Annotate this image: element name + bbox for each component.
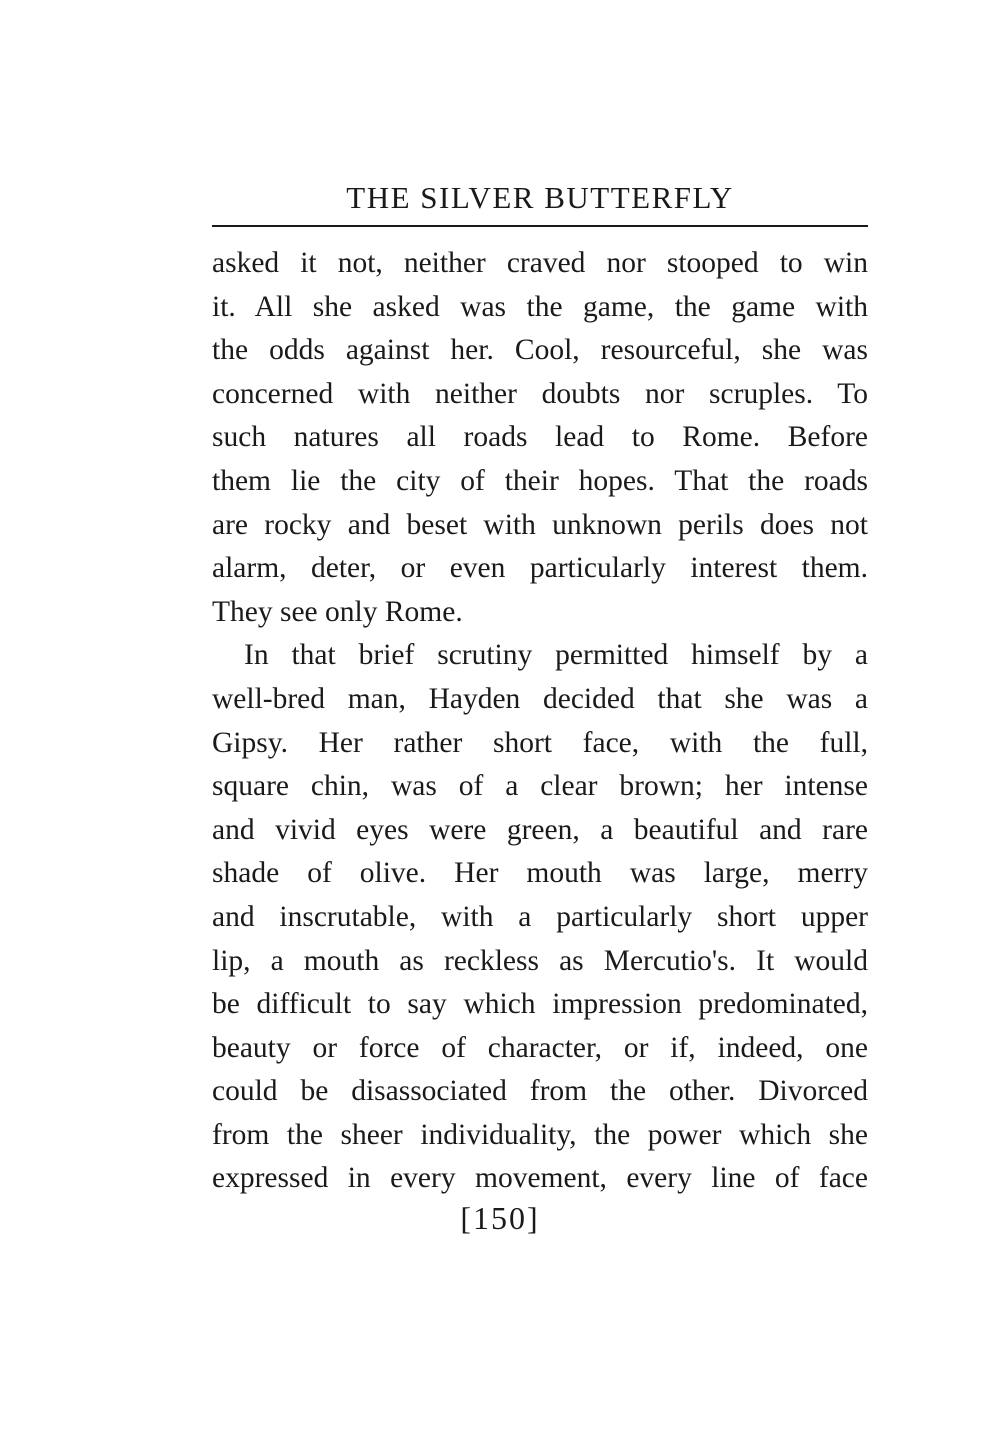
header-rule xyxy=(212,225,868,227)
text-line: are rocky and beset with unknown perils does not xyxy=(212,508,868,541)
text-line: from the sheer individuality, the power which she xyxy=(212,1118,868,1151)
text-line: alarm, deter, or even particularly interest them. xyxy=(212,552,868,585)
text-line: shade of olive. Her mouth was large, merry xyxy=(212,857,868,890)
running-head: THE SILVER BUTTERFLY xyxy=(346,180,734,215)
text-line: it. All she asked was the game, the game with xyxy=(212,290,868,323)
text-line: the odds against her. Cool, resourceful, she was xyxy=(212,334,868,367)
text-line: be difficult to say which impression predominated, xyxy=(212,988,868,1021)
text-line: them lie the city of their hopes. That the roads xyxy=(212,464,868,497)
text-line: asked it not, neither craved nor stooped to win xyxy=(212,247,868,279)
text-line: and inscrutable, with a particularly short upper xyxy=(212,900,868,933)
text-line: beauty or force of character, or if, indeed, one xyxy=(212,1031,868,1064)
text-line: well-bred man, Hayden decided that she was a xyxy=(212,682,868,715)
page-number: [150] xyxy=(460,1200,540,1236)
paragraph-end-line: They see only Rome. xyxy=(212,595,463,628)
body-text xyxy=(212,242,868,1201)
text-line: lip, a mouth as reckless as Mercutio's. It would xyxy=(212,944,868,977)
text-line: square chin, was of a clear brown; her intense xyxy=(212,770,868,803)
text-line: Gipsy. Her rather short face, with the full, xyxy=(212,726,868,759)
text-line: could be disassociated from the other. Divorced xyxy=(212,1075,868,1108)
text-line: expressed in every movement, every line of face xyxy=(212,1162,868,1195)
text-line: and vivid eyes were green, a beautiful and rare xyxy=(212,813,868,846)
text-line: such natures all roads lead to Rome. Before xyxy=(212,421,868,454)
text-line: concerned with neither doubts nor scruples. To xyxy=(212,377,868,410)
paragraph-start-line: In that brief scrutiny permitted himself by a xyxy=(244,639,868,672)
